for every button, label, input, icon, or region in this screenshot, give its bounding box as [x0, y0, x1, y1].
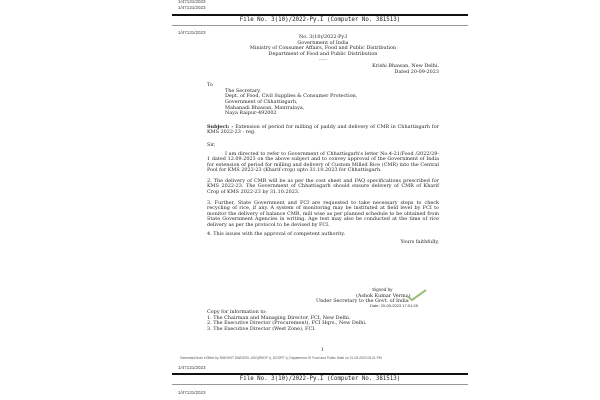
copy-item: 1. The Chairman and Managing Director, FCI, New Delhi. [207, 314, 351, 321]
paragraph-2: 2. The delivery of CMR will be as per the cost sheet and FAQ specifications prescribed for KMS 2022-23. The Government of Chhattisgarh should ensure delivery of CMR of Kharif Crop of KMS 2022-23 by 31.10.2023. [207, 177, 439, 196]
government-name: Government of India [297, 39, 349, 46]
signed-by-label: Signed by [372, 287, 393, 292]
subject-text: Extension of period for milling of paddy and delivery of CMR in Chhattisgarh for KMS 2022-23 - reg. [207, 123, 439, 136]
subject-label: Subject: - [207, 123, 234, 130]
addressee-line: Government of Chhattisgarh, [225, 98, 298, 105]
copy-list [207, 310, 367, 332]
signer-designation: Under Secretary to the Govt. of India [316, 298, 409, 304]
ministry-name: Ministry of Consumer Affairs, Food and Public Distribution [249, 45, 397, 52]
reference-number: No. 3(10)/2022-Py.I [298, 34, 348, 40]
copy-item: 2. The Executive Director (Procurement), FCI Hqrs., New Delhi. [207, 320, 367, 327]
letter-date: Dated 20-09-2023 [394, 68, 439, 75]
copy-label: Copy for information to: [207, 309, 267, 315]
addressee-line: Dept. of Food, Civil Supplies & Consumer Protection, [225, 93, 358, 100]
side-label: 1/47131/2023 [178, 0, 206, 4]
letter-page [207, 35, 439, 246]
addressee-line: Mahanadi Bhawan, Mantralaya, [225, 104, 305, 111]
department-name: Department of Food and Public Distribution [268, 50, 378, 57]
place: Krishi Bhawan, New Delhi. [372, 62, 439, 69]
digital-signature-tick-icon [404, 287, 430, 301]
signer-name: (Ashok Kumar Verma) [356, 293, 411, 299]
side-label: 1/47131/2023 [178, 365, 206, 370]
addressee-block [207, 89, 439, 117]
addressee-line: Naya Raipur-492002 [225, 110, 277, 117]
file-number-footer: File No. 3(10)/2022-Py.I (Computer No. 381513) [172, 373, 468, 385]
copy-item: 3. The Executive Director (West Zone), FCI. [207, 325, 316, 332]
paragraph-1: I am directed to refer to Government of Chhattisgarh's letter No.4-21/Food /2022/29-1 dated 12.09.2023 on the above subject and to convey approval of the Government of India for extension of period for milling and delivery of Custom Milled Rice (CMR) into the Central Pool for KMS 2022-23 (Kharif crop) upto 31.10.2023 for Chhattisgarh. [207, 150, 439, 174]
page-number: 1 [321, 348, 324, 353]
side-label: 1/47131/2023 [178, 5, 206, 10]
side-label: 1/47131/2023 [178, 30, 206, 35]
separator: ..... [319, 56, 327, 63]
generated-footer: Generated from eOffice by RAKSHIT DWIVEDI, ASO(RKDP-I), DGOFP-I), Department Of Food and Public Distri on 21-09-2023 05:21 PM [180, 356, 382, 360]
closing: Yours faithfully, [400, 239, 439, 246]
file-number-header: File No. 3(10)/2022-Py.I (Computer No. 381513) [172, 14, 468, 26]
to-label: To [207, 82, 213, 89]
addressee-line: The Secretary, [225, 87, 261, 94]
paragraph-3: 3. Further, State Government and FCI are requested to take necessary steps to check recycling of rice, if any. A system of monitoring may be instituted at field level by FCI to monitor the delivery of balance CMR, mill wise as per planned schedule to be obtained from State Government Agencies in writing. Age test may also be conducted at the time of rice delivery as per the protocol to be devised by FCI. [207, 199, 439, 229]
subject [207, 125, 439, 136]
paragraph-4: 4. This issues with the approval of competent authority. [207, 230, 346, 237]
salutation: Sir, [207, 141, 216, 148]
side-label: 1/47131/2023 [178, 390, 206, 395]
signature-date: Date: 20-09-2023 17:01:28 [370, 303, 418, 308]
